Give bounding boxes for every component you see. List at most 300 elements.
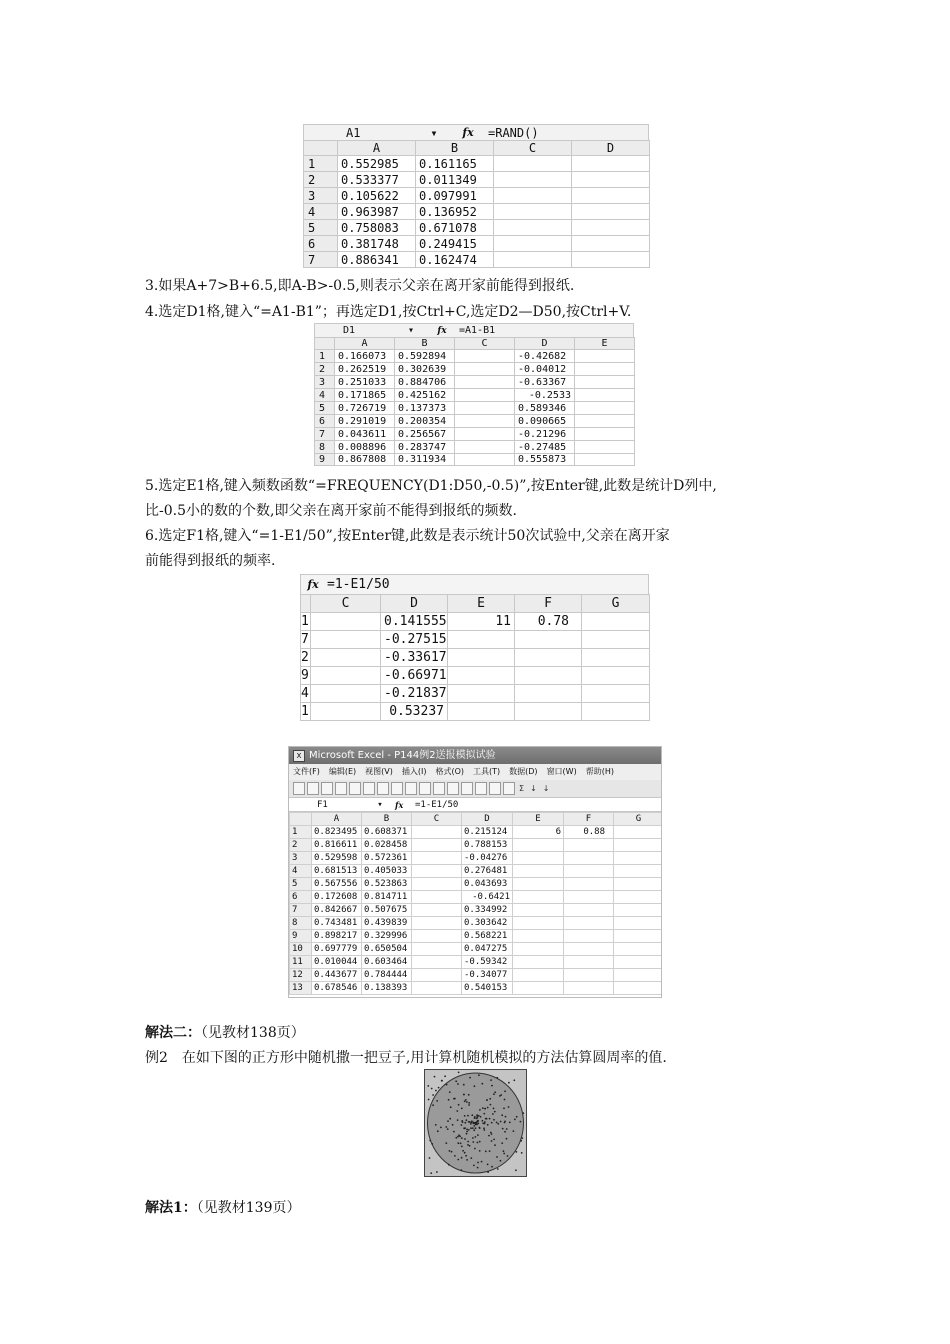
cell[interactable]: 0.898217	[312, 930, 362, 943]
bean-dot	[452, 1124, 454, 1126]
cell[interactable]: 0.141555	[381, 613, 448, 631]
column-header[interactable]: C	[412, 813, 462, 826]
cell[interactable]	[513, 839, 564, 852]
cell[interactable]: 0.043693	[462, 878, 513, 891]
cell[interactable]	[412, 839, 462, 852]
menu-item-format[interactable]: 格式(O)	[435, 767, 465, 776]
cell[interactable]	[515, 703, 582, 721]
cell[interactable]: 0.443677	[312, 969, 362, 982]
cell[interactable]	[575, 402, 635, 415]
cell[interactable]: 0.200354	[395, 415, 455, 428]
column-header[interactable]: A	[338, 141, 416, 156]
cell[interactable]	[572, 172, 650, 188]
chevron-down-icon[interactable]: ▾	[430, 125, 438, 140]
bean-dot	[456, 1110, 458, 1112]
cell[interactable]: 0.814711	[362, 891, 412, 904]
cell[interactable]	[564, 930, 614, 943]
cell[interactable]	[582, 685, 650, 703]
menu-item-help[interactable]: 帮助(H)	[585, 767, 614, 776]
row-header[interactable]: 9	[315, 454, 335, 466]
cell[interactable]	[455, 415, 515, 428]
cell[interactable]	[311, 685, 381, 703]
cell[interactable]: 0.78	[515, 613, 582, 631]
menu-item-file[interactable]: 文件(F)	[293, 767, 320, 776]
menu-item-data[interactable]: 数据(D)	[509, 767, 538, 776]
undo-icon[interactable]	[461, 782, 473, 795]
cell[interactable]: 0.552985	[338, 156, 416, 172]
sort-ascending-icon[interactable]: ↓	[530, 784, 537, 793]
cell[interactable]	[455, 402, 515, 415]
cell[interactable]	[572, 236, 650, 252]
cell[interactable]	[494, 156, 572, 172]
cell[interactable]	[564, 917, 614, 930]
row-header[interactable]: 5	[290, 878, 312, 891]
cell[interactable]: 0.603464	[362, 956, 412, 969]
cell[interactable]	[564, 943, 614, 956]
cell[interactable]: 0.523863	[362, 878, 412, 891]
cell[interactable]: 0.136952	[416, 204, 494, 220]
cell[interactable]	[513, 878, 564, 891]
row-header[interactable]: 7	[315, 428, 335, 441]
cell[interactable]: 0.555873	[515, 454, 575, 466]
cell[interactable]: 0.302639	[395, 363, 455, 376]
cell[interactable]	[455, 428, 515, 441]
cell[interactable]	[412, 917, 462, 930]
formula-input[interactable]: =A1-B1	[459, 325, 496, 336]
cell[interactable]	[412, 956, 462, 969]
cell[interactable]	[513, 891, 564, 904]
cell[interactable]: -0.42682	[515, 350, 575, 363]
cell[interactable]: -0.6421	[462, 891, 513, 904]
cell[interactable]	[311, 613, 381, 631]
copy-icon[interactable]	[419, 782, 431, 795]
permission-icon[interactable]	[335, 782, 347, 795]
cell[interactable]	[455, 376, 515, 389]
name-box[interactable]: A1	[346, 125, 361, 140]
cell[interactable]	[582, 613, 650, 631]
spelling-icon[interactable]	[377, 782, 389, 795]
cell[interactable]: 0.105622	[338, 188, 416, 204]
cell[interactable]	[572, 188, 650, 204]
cell[interactable]: -0.66971	[381, 667, 448, 685]
column-header[interactable]: F	[564, 813, 614, 826]
cell[interactable]	[494, 220, 572, 236]
new-file-icon[interactable]	[293, 782, 305, 795]
column-header[interactable]: B	[362, 813, 412, 826]
row-header[interactable]: 6	[315, 415, 335, 428]
corner-cell[interactable]	[301, 595, 311, 613]
cell[interactable]	[513, 956, 564, 969]
cell[interactable]: 0.311934	[395, 454, 455, 466]
format-painter-icon[interactable]	[447, 782, 459, 795]
cell[interactable]	[572, 220, 650, 236]
cell[interactable]	[564, 956, 614, 969]
cell[interactable]	[572, 156, 650, 172]
row-header[interactable]: 12	[290, 969, 312, 982]
menu-item-edit[interactable]: 编辑(E)	[328, 767, 357, 776]
cell[interactable]	[494, 188, 572, 204]
cell[interactable]: -0.27485	[515, 441, 575, 454]
row-header[interactable]: 5	[315, 402, 335, 415]
name-box[interactable]: D1	[343, 325, 356, 336]
chevron-down-icon[interactable]: ▾	[377, 799, 383, 810]
row-header[interactable]: 3	[290, 852, 312, 865]
column-header[interactable]: G	[614, 813, 663, 826]
cell[interactable]	[515, 631, 582, 649]
cell[interactable]: 0.439839	[362, 917, 412, 930]
bean-dot	[483, 1127, 485, 1129]
cell[interactable]	[513, 865, 564, 878]
cell[interactable]	[614, 839, 663, 852]
cell[interactable]: 0.842667	[312, 904, 362, 917]
cell[interactable]: 0.53237	[381, 703, 448, 721]
cell[interactable]: -0.21837	[381, 685, 448, 703]
column-header[interactable]: B	[395, 338, 455, 350]
cell[interactable]	[412, 930, 462, 943]
research-icon[interactable]	[391, 782, 403, 795]
cell[interactable]: 0.743481	[312, 917, 362, 930]
bean-dot	[436, 1171, 438, 1173]
cut-icon[interactable]	[405, 782, 417, 795]
cell[interactable]	[494, 204, 572, 220]
cell[interactable]: 0.172608	[312, 891, 362, 904]
cell[interactable]	[311, 631, 381, 649]
autosum-icon[interactable]: Σ	[519, 784, 525, 793]
cell[interactable]	[614, 930, 663, 943]
cell[interactable]: 0.171865	[335, 389, 395, 402]
row-header[interactable]: 1	[304, 156, 338, 172]
cell[interactable]	[494, 236, 572, 252]
cell[interactable]: 0.047275	[462, 943, 513, 956]
cell[interactable]	[582, 667, 650, 685]
cell[interactable]: -0.21296	[515, 428, 575, 441]
column-header[interactable]: D	[572, 141, 650, 156]
row-header[interactable]: 2	[304, 172, 338, 188]
cell[interactable]	[412, 865, 462, 878]
column-header[interactable]: D	[381, 595, 448, 613]
row-header[interactable]: 3	[304, 188, 338, 204]
row-header[interactable]: 7	[304, 252, 338, 268]
column-header[interactable]: C	[455, 338, 515, 350]
cell[interactable]: 0.726719	[335, 402, 395, 415]
cell[interactable]	[564, 865, 614, 878]
row-header[interactable]: 6	[290, 891, 312, 904]
cell[interactable]	[455, 363, 515, 376]
cell[interactable]: 0.507675	[362, 904, 412, 917]
row-header[interactable]: 13	[290, 982, 312, 995]
row-header[interactable]: 8	[315, 441, 335, 454]
cell[interactable]	[575, 441, 635, 454]
cell[interactable]: 0.161165	[416, 156, 494, 172]
cell[interactable]	[575, 389, 635, 402]
cell[interactable]: 11	[448, 613, 515, 631]
cell[interactable]: 0.334992	[462, 904, 513, 917]
redo-icon[interactable]	[475, 782, 487, 795]
cell[interactable]	[582, 703, 650, 721]
row-header[interactable]: 1	[315, 350, 335, 363]
cell[interactable]: 0.215124	[462, 826, 513, 839]
chart-wizard-icon[interactable]	[503, 782, 515, 795]
cell[interactable]	[455, 454, 515, 466]
cell[interactable]: -0.33617	[381, 649, 448, 667]
cell[interactable]: 0.681513	[312, 865, 362, 878]
cell[interactable]: 0.963987	[338, 204, 416, 220]
cell[interactable]	[513, 943, 564, 956]
cell[interactable]	[614, 826, 663, 839]
cell[interactable]	[515, 649, 582, 667]
row-header[interactable]: 3	[315, 376, 335, 389]
cell[interactable]	[448, 685, 515, 703]
row-header[interactable]: 4	[301, 686, 309, 701]
column-header[interactable]: E	[575, 338, 635, 350]
cell[interactable]: 0.090665	[515, 415, 575, 428]
cell[interactable]	[614, 969, 663, 982]
cell[interactable]	[564, 982, 614, 995]
cell[interactable]	[494, 252, 572, 268]
cell-f1-selected[interactable]: 0.88	[564, 826, 614, 839]
column-header[interactable]: E	[448, 595, 515, 613]
cell[interactable]	[614, 956, 663, 969]
cell[interactable]	[564, 904, 614, 917]
cell[interactable]	[513, 852, 564, 865]
cell[interactable]: 0.405033	[362, 865, 412, 878]
cell[interactable]	[513, 969, 564, 982]
cell[interactable]	[582, 649, 650, 667]
cell[interactable]: 0.816611	[312, 839, 362, 852]
row-header[interactable]: 6	[304, 236, 338, 252]
cell[interactable]	[614, 904, 663, 917]
cell[interactable]: 0.138393	[362, 982, 412, 995]
cell[interactable]	[412, 891, 462, 904]
cell[interactable]: 0.276481	[462, 865, 513, 878]
cell[interactable]	[564, 969, 614, 982]
cell[interactable]: 0.249415	[416, 236, 494, 252]
row-header[interactable]: 8	[290, 917, 312, 930]
row-header[interactable]: 1	[301, 704, 309, 719]
cell[interactable]	[455, 350, 515, 363]
row-header[interactable]: 9	[290, 930, 312, 943]
cell[interactable]: -0.34077	[462, 969, 513, 982]
cell[interactable]: 0.758083	[338, 220, 416, 236]
cell[interactable]	[614, 852, 663, 865]
formula-input[interactable]: =1-E1/50	[327, 577, 390, 592]
paste-icon[interactable]	[433, 782, 445, 795]
cell[interactable]	[412, 826, 462, 839]
cell[interactable]: 0.592894	[395, 350, 455, 363]
formula-input[interactable]: =1-E1/50	[415, 799, 459, 810]
cell[interactable]: 0.008896	[335, 441, 395, 454]
cell[interactable]: 0.166073	[335, 350, 395, 363]
cell[interactable]	[448, 631, 515, 649]
column-header[interactable]: E	[513, 813, 564, 826]
cell[interactable]	[515, 667, 582, 685]
cell[interactable]: 0.572361	[362, 852, 412, 865]
cell[interactable]	[564, 839, 614, 852]
sort-descending-icon[interactable]: ↓	[542, 784, 550, 793]
row-header[interactable]: 1	[301, 614, 309, 629]
cell[interactable]	[575, 376, 635, 389]
print-preview-icon[interactable]	[363, 782, 375, 795]
cell[interactable]	[575, 454, 635, 466]
cell[interactable]	[515, 685, 582, 703]
cell[interactable]: -0.04276	[462, 852, 513, 865]
cell[interactable]	[575, 415, 635, 428]
cell[interactable]	[513, 904, 564, 917]
cell[interactable]	[455, 389, 515, 402]
cell[interactable]: 0.886341	[338, 252, 416, 268]
cell[interactable]	[448, 703, 515, 721]
cell[interactable]	[575, 350, 635, 363]
cell[interactable]	[572, 252, 650, 268]
cell[interactable]	[614, 917, 663, 930]
cell[interactable]	[513, 917, 564, 930]
row-header[interactable]: 2	[315, 363, 335, 376]
cell[interactable]: 0.291019	[335, 415, 395, 428]
menu-item-tools[interactable]: 工具(T)	[473, 767, 501, 776]
cell[interactable]	[412, 943, 462, 956]
cell[interactable]	[564, 852, 614, 865]
row-header[interactable]: 2	[290, 839, 312, 852]
chevron-down-icon[interactable]: ▾	[407, 325, 415, 336]
cell[interactable]	[513, 930, 564, 943]
cell[interactable]: -0.2533	[515, 389, 575, 402]
cell[interactable]	[575, 428, 635, 441]
cell[interactable]	[448, 649, 515, 667]
row-header[interactable]: 7	[290, 904, 312, 917]
cell[interactable]	[572, 204, 650, 220]
cell[interactable]: -0.04012	[515, 363, 575, 376]
cell[interactable]	[412, 852, 462, 865]
corner-cell[interactable]	[304, 141, 338, 156]
bean-dot	[467, 1141, 469, 1143]
hyperlink-icon[interactable]	[489, 782, 501, 795]
menu-item-insert[interactable]: 插入(I)	[401, 767, 427, 776]
cell[interactable]: 0.608371	[362, 826, 412, 839]
cell[interactable]: 0.529598	[312, 852, 362, 865]
cell[interactable]: 0.262519	[335, 363, 395, 376]
column-header[interactable]: C	[311, 595, 381, 613]
cell[interactable]	[412, 969, 462, 982]
row-header[interactable]: 4	[304, 204, 338, 220]
cell[interactable]	[564, 878, 614, 891]
corner-cell[interactable]	[290, 813, 312, 826]
cell[interactable]: 0.823495	[312, 826, 362, 839]
row-header[interactable]: 4	[290, 865, 312, 878]
cell[interactable]	[311, 703, 381, 721]
name-box[interactable]: F1	[317, 799, 328, 810]
cell[interactable]: 0.884706	[395, 376, 455, 389]
row-header[interactable]: 9	[301, 668, 309, 683]
save-icon[interactable]	[321, 782, 333, 795]
column-header[interactable]: C	[494, 141, 572, 156]
cell[interactable]	[614, 891, 663, 904]
cell[interactable]	[614, 865, 663, 878]
cell[interactable]	[412, 904, 462, 917]
cell[interactable]: 0.097991	[416, 188, 494, 204]
row-header[interactable]: 11	[290, 956, 312, 969]
cell[interactable]: 0.678546	[312, 982, 362, 995]
cell[interactable]	[311, 649, 381, 667]
fx-icon: fx	[437, 325, 447, 336]
cell[interactable]: 0.043611	[335, 428, 395, 441]
row-header[interactable]: 7	[301, 632, 309, 647]
cell[interactable]: 0.788153	[462, 839, 513, 852]
row-header[interactable]: 5	[304, 220, 338, 236]
cell[interactable]	[582, 631, 650, 649]
cell[interactable]: 0.533377	[338, 172, 416, 188]
cell[interactable]: 0.568221	[462, 930, 513, 943]
menu-item-view[interactable]: 视图(V)	[365, 767, 393, 776]
open-folder-icon[interactable]	[307, 782, 319, 795]
cell[interactable]	[412, 878, 462, 891]
cell[interactable]: 0.137373	[395, 402, 455, 415]
cell[interactable]: 0.567556	[312, 878, 362, 891]
cell[interactable]: 0.283747	[395, 441, 455, 454]
cell[interactable]	[412, 982, 462, 995]
cell[interactable]: 0.867808	[335, 454, 395, 466]
cell[interactable]: 0.303642	[462, 917, 513, 930]
cell[interactable]	[448, 667, 515, 685]
cell[interactable]: -0.63367	[515, 376, 575, 389]
menu-item-window[interactable]: 窗口(W)	[546, 767, 577, 776]
cell[interactable]	[614, 878, 663, 891]
cell[interactable]: 0.011349	[416, 172, 494, 188]
row-header[interactable]: 1	[290, 826, 312, 839]
column-header[interactable]: A	[335, 338, 395, 350]
cell[interactable]	[614, 982, 663, 995]
column-header[interactable]: D	[515, 338, 575, 350]
cell[interactable]	[455, 441, 515, 454]
cell[interactable]	[494, 172, 572, 188]
cell[interactable]: -0.27515	[381, 631, 448, 649]
formula-input[interactable]: =RAND()	[488, 125, 539, 140]
cell[interactable]: 0.650504	[362, 943, 412, 956]
column-header[interactable]: A	[312, 813, 362, 826]
column-header[interactable]: B	[416, 141, 494, 156]
cell[interactable]: 6	[513, 826, 564, 839]
cell[interactable]	[564, 891, 614, 904]
row-header[interactable]: 10	[290, 943, 312, 956]
cell[interactable]: 0.784444	[362, 969, 412, 982]
bean-dot	[504, 1121, 506, 1123]
row-header[interactable]: 2	[301, 650, 309, 665]
cell[interactable]	[614, 943, 663, 956]
cell[interactable]: 0.256567	[395, 428, 455, 441]
cell[interactable]: 0.540153	[462, 982, 513, 995]
cell[interactable]: 0.697779	[312, 943, 362, 956]
corner-cell[interactable]	[315, 338, 335, 350]
cell[interactable]: 0.251033	[335, 376, 395, 389]
cell[interactable]: 0.028458	[362, 839, 412, 852]
cell[interactable]	[575, 363, 635, 376]
bean-dot	[496, 1122, 498, 1124]
cell[interactable]	[513, 982, 564, 995]
print-icon[interactable]	[349, 782, 361, 795]
cell[interactable]: -0.59342	[462, 956, 513, 969]
cell[interactable]: 0.010044	[312, 956, 362, 969]
column-header[interactable]: D	[462, 813, 513, 826]
column-header[interactable]: G	[582, 595, 650, 613]
cell[interactable]: 0.671078	[416, 220, 494, 236]
cell[interactable]: 0.589346	[515, 402, 575, 415]
cell[interactable]: 0.425162	[395, 389, 455, 402]
cell[interactable]: 0.329996	[362, 930, 412, 943]
cell[interactable]	[311, 667, 381, 685]
cell[interactable]: 0.162474	[416, 252, 494, 268]
row-header[interactable]: 4	[315, 389, 335, 402]
column-header[interactable]: F	[515, 595, 582, 613]
cell[interactable]: 0.381748	[338, 236, 416, 252]
